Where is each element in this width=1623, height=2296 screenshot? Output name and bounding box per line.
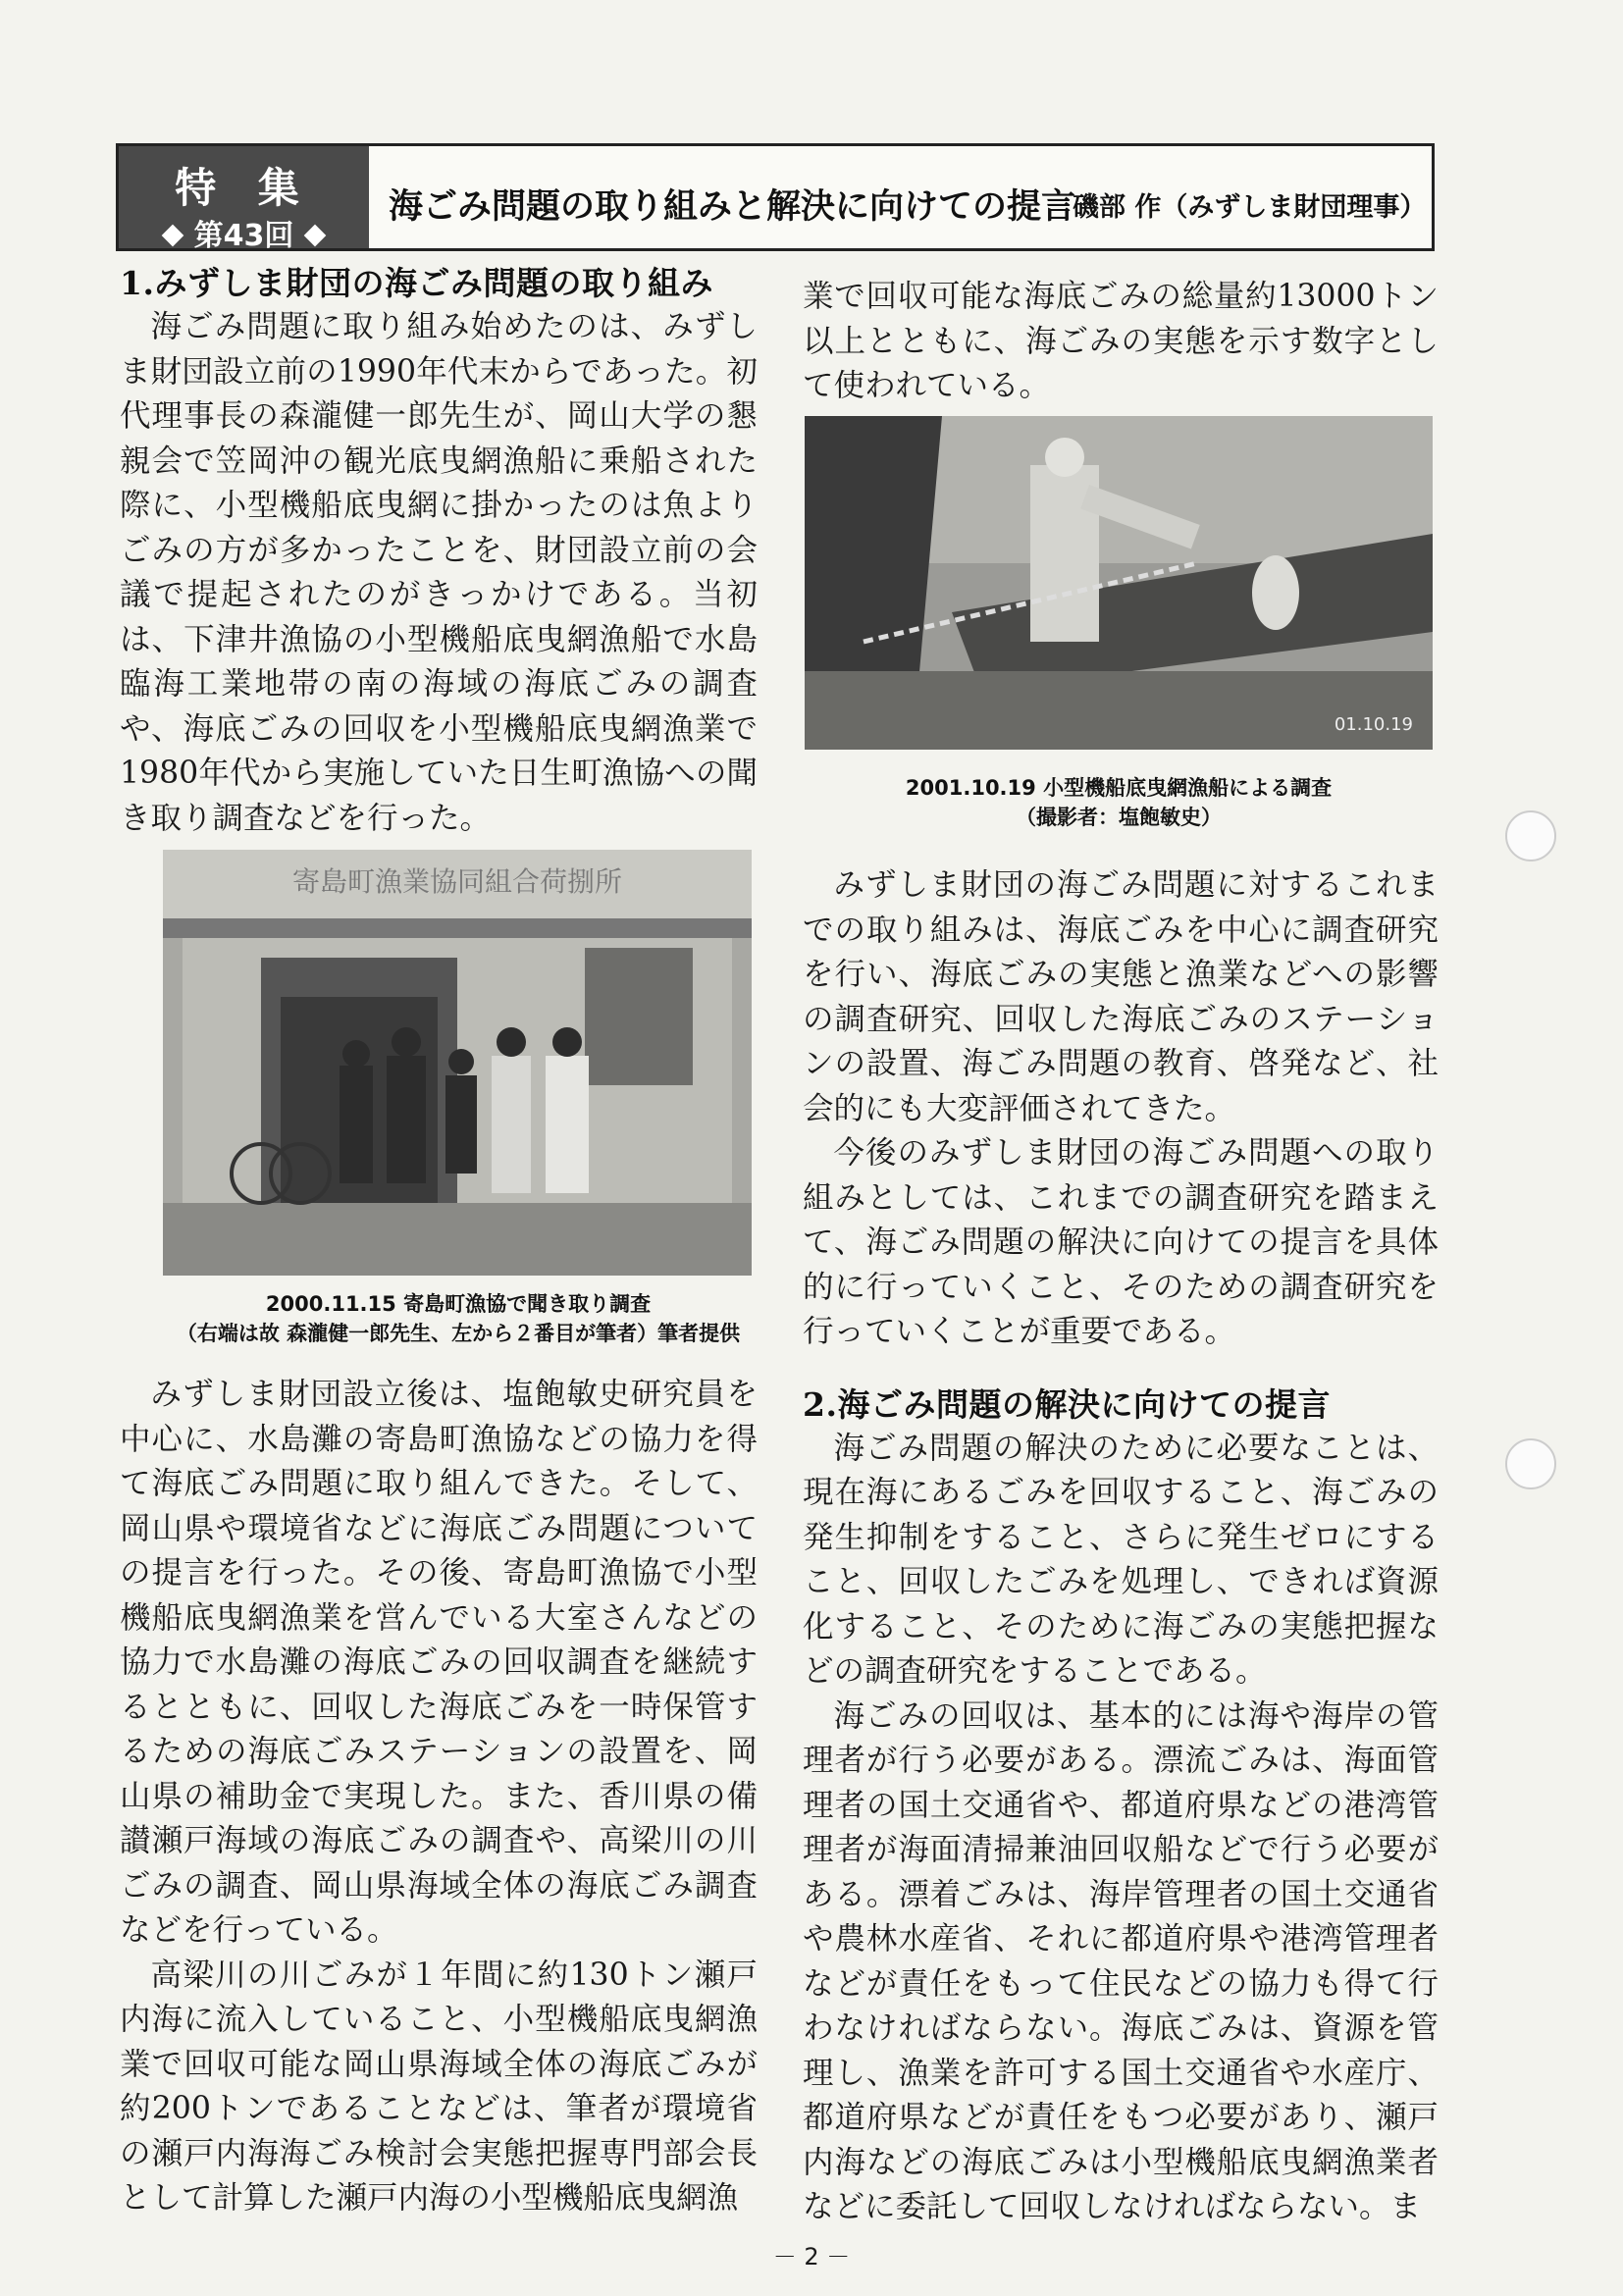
punch-hole xyxy=(1505,1438,1556,1489)
punch-hole xyxy=(1505,810,1556,861)
photo-sign-text: 寄島町漁業協同組合荷捌所 xyxy=(291,865,623,898)
feature-header xyxy=(116,143,1435,251)
diamond-icon xyxy=(304,224,327,246)
page-number: － 2 － xyxy=(772,2243,851,2270)
photo-trawler xyxy=(805,416,1433,750)
photo-interview xyxy=(163,850,752,1276)
left-column-bottom xyxy=(120,1373,758,2221)
photo-interview-caption xyxy=(120,1289,797,1348)
diamond-icon xyxy=(161,224,183,246)
issue-number-row xyxy=(119,211,369,254)
paragraph-1: 海ごみ問題に取り組み始めたのは、みずしま財団設立前の1990年代末からであった。初代理事長の森瀧健一郎先生が、岡山大学の懇親会で笠岡沖の観光底曳網漁船に乗船された際に、小型機船底曳網に掛かったのは魚よりごみの方が多かったことを、財団設立前の会議で提起されたのがきっかけである。当初は、下津井漁協の小型機船底曳網漁船で水島臨海工業地帯の南の海域の海底ごみの調査や、海底ごみの回収を小型機船底曳網漁業で1980年代から実施していた日生町漁協への聞き取り調査などを行った。 xyxy=(120,309,758,836)
caption-line-2: （撮影者：塩飽敏史） xyxy=(1016,806,1222,829)
photo-trawler-image xyxy=(805,416,1433,750)
photo-date-stamp: 01.10.19 xyxy=(1334,714,1413,735)
paragraph-4: みずしま財団の海ごみ問題に対するこれまでの取り組みは、海底ごみを中心に調査研究を行い、海底ごみの実態と漁業などへの影響の調査研究、回収した海底ごみのステーションの設置、海ごみ問題の教育、啓発など、社会的にも大変評価されてきた。 xyxy=(803,867,1439,1126)
paragraph-3: 高梁川の川ごみが１年間に約130トン瀬戸内海に流入していること、小型機船底曳網漁業で回収可能な岡山県海域全体の海底ごみが約200トンであることなどは、筆者が環境省の瀬戸内海海ごみ検討会実態把握専門部会長として計算した瀬戸内海の小型機船底曳網漁 xyxy=(120,1957,758,2216)
right-column-top xyxy=(803,275,1439,409)
caption-line-2: （右端は故 森瀧健一郎先生、左から２番目が筆者）筆者提供 xyxy=(176,1322,741,1345)
section-heading-2: 2.海ごみ問題の解決に向けての提言 xyxy=(803,1384,1331,1424)
right-column-bottom xyxy=(803,863,1439,2230)
article-title: 海ごみ問題の取り組みと解決に向けての提言 xyxy=(389,187,1076,227)
issue-number: 第43回 xyxy=(193,219,294,253)
photo-interview-image xyxy=(163,850,752,1276)
paragraph-2: みずしま財団設立後は、塩飽敏史研究員を中心に、水島灘の寄島町漁協などの協力を得て海底ごみ問題に取り組んできた。そして、岡山県や環境省などに海底ごみ問題についての提言を行った。その後、寄島町漁協で小型機船底曳網漁業を営んでいる大室さんなどの協力で水島灘の海底ごみの回収調査を継続するとともに、回収した海底ごみを一時保管するための海底ごみステーションの設置を、岡山県の補助金で実現した。また、香川県の備讃瀬戸海域の海底ごみの調査や、高梁川の川ごみの調査、岡山県海域全体の海底ごみ調査などを行っている。 xyxy=(120,1377,758,1948)
caption-line-1: 2000.11.15 寄島町漁協で聞き取り調査 xyxy=(265,1292,652,1316)
paragraph-6: 海ごみ問題の解決のために必要なことは、現在海にあるごみを回収すること、海ごみの発生抑制をすること、さらに発生ゼロにすること、回収したごみを処理し、できれば資源化すること、そのために海ごみの実態把握などの調査研究をすることである。 xyxy=(803,1430,1439,1689)
left-column-top xyxy=(120,261,758,841)
paragraph-continued: 業で回収可能な海底ごみの総量約13000トン以上とともに、海ごみの実態を示す数字として使われている。 xyxy=(803,279,1439,403)
photo-trawler-caption xyxy=(805,773,1433,832)
section-heading-1: 1.みずしま財団の海ごみ問題の取り組み xyxy=(120,264,713,302)
feature-label: 特 集 xyxy=(175,164,313,212)
paragraph-7: 海ごみの回収は、基本的には海や海岸の管理者が行う必要がある。漂流ごみは、海面管理者の国土交通省や、都道府県などの港湾管理者が海面清掃兼油回収船などで行う必要がある。漂着ごみは、海岸管理者の国土交通省や農林水産省、それに都道府県や港湾管理者などが責任をもって住民などの協力も得て行わなければならない。海底ごみは、資源を管理し、漁業を許可する国土交通省や水産庁、都道府県などが責任をもつ必要があり、瀬戸内海などの海底ごみは小型機船底曳網漁業者などに委託して回収しなければならない。ま xyxy=(803,1697,1439,2224)
article-author: 磯部 作（みずしま財団理事） xyxy=(1073,192,1427,223)
paragraph-5: 今後のみずしま財団の海ごみ問題への取り組みとしては、これまでの調査研究を踏まえて、海ごみ問題の解決に向けての提言を具体的に行っていくこと、そのための調査研究を行っていくことが重要である。 xyxy=(803,1135,1439,1349)
feature-tag xyxy=(119,146,369,253)
caption-line-1: 2001.10.19 小型機船底曳網漁船による調査 xyxy=(905,776,1333,800)
